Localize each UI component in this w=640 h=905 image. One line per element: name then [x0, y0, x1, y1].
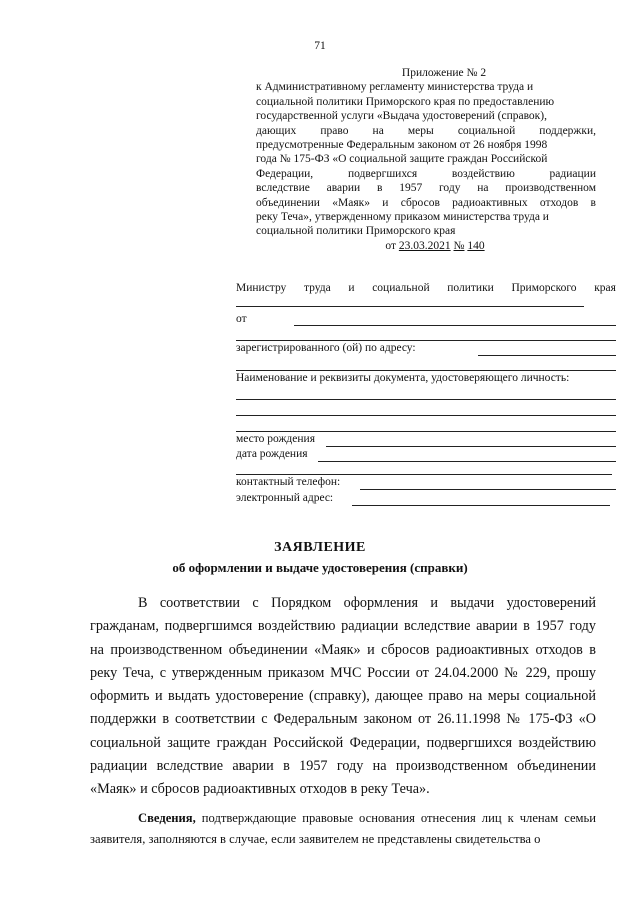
appendix-block — [256, 66, 596, 253]
registered-address-field[interactable] — [478, 355, 616, 356]
appendix-line: вследствие аварии в 1957 году на производственном — [256, 182, 596, 195]
appendix-line: объединении «Маяк» и сбросов радиоактивных отходов в — [256, 196, 596, 209]
birthdate-field[interactable] — [318, 461, 616, 462]
minister-word: края — [594, 282, 616, 294]
birthdate-field-line2[interactable] — [236, 474, 612, 475]
email-label: электронный адрес: — [236, 492, 334, 504]
appendix-order — [256, 239, 596, 253]
minister-word: Приморского — [511, 282, 577, 294]
appendix-line: государственной услуги «Выдача удостоверений (справок), — [256, 110, 547, 123]
minister-word: социальной — [372, 282, 430, 294]
from-field[interactable] — [294, 325, 616, 326]
registered-address-line2[interactable] — [236, 370, 616, 371]
appendix-line: реку Теча», утвержденному приказом министерства труда и — [256, 211, 549, 224]
from-field-line2[interactable] — [236, 340, 616, 341]
phone-label: контактный телефон: — [236, 476, 341, 488]
appendix-line: предусмотренные Федеральным законом от 26 ноября 1998 — [256, 139, 548, 152]
addressee-block — [236, 282, 616, 504]
document-label: Наименование и реквизиты документа, удостоверяющего личность: — [236, 372, 570, 384]
minister-blank-line[interactable] — [236, 306, 584, 307]
order-prefix: от — [385, 239, 396, 252]
appendix-line: социальной политики Приморского края по предоставлению — [256, 95, 555, 108]
appendix-line: к Административному регламенту министерства труда и — [256, 81, 534, 94]
appendix-title: Приложение № 2 — [401, 67, 487, 79]
birthplace-label: место рождения — [236, 433, 315, 445]
minister-word: и — [348, 282, 355, 294]
minister-word: труда — [303, 282, 331, 294]
from-label: от — [236, 313, 247, 325]
minister-word: политики — [447, 282, 494, 294]
birthplace-field[interactable] — [326, 446, 616, 447]
document-field-line1[interactable] — [236, 399, 616, 400]
order-number: 140 — [467, 239, 485, 252]
minister-word: Министру — [236, 282, 287, 294]
minister-row — [236, 282, 616, 298]
page-number: 71 — [314, 40, 326, 52]
document-field-line2[interactable] — [236, 415, 616, 416]
document-field-line3[interactable] — [236, 431, 616, 432]
statement-paragraph-2-lead: Сведения, — [138, 810, 196, 825]
statement-paragraph: В соответствии с Порядком оформления и выдачи удостоверений гражданам, подвергшимся воздействию радиации вследствие аварии в 1957 году на производственном объединении «Маяк» и сбросов радиоактивных отходов в реку Теча, с утвержденным приказом МЧС России от 24.04.2000 № 229, прошу оформить и выдать удостоверение (справку), дающее право на меры социальной поддержки в соответствии с Федеральным законом от 26.11.1998 № 175-ФЗ «О социальной защите граждан Российской Федерации, подвергшихся воздействию радиации вследствие аварии в 1957 году на производственном объединении «Маяк» и сбросов радиоактивных отходов в реку Теча». — [90, 595, 596, 798]
registered-label: зарегистрированного (ой) по адресу: — [236, 342, 416, 354]
order-date: 23.03.2021 — [398, 239, 451, 252]
email-field[interactable] — [352, 505, 610, 506]
statement-body — [90, 592, 596, 851]
statement-heading — [0, 540, 640, 576]
appendix-line: дающих право на меры социальной поддержки, — [256, 124, 596, 137]
appendix-line: социальной политики Приморского края — [256, 225, 456, 238]
statement-subtitle: об оформлении и выдаче удостоверения (справки) — [172, 560, 468, 575]
appendix-text — [256, 80, 596, 238]
birthdate-label: дата рождения — [236, 448, 308, 460]
phone-field[interactable] — [360, 489, 616, 490]
order-number-prefix: № — [453, 239, 465, 252]
minister-label — [236, 282, 616, 294]
appendix-line: года № 175-ФЗ «О социальной защите граждан Российской — [256, 153, 548, 166]
statement-title: ЗАЯВЛЕНИЕ — [274, 540, 366, 555]
appendix-line: Федерации, подвергшихся воздействию радиации — [256, 167, 596, 180]
statement-paragraph-2-text: подтверждающие правовые основания отнесения лиц к членам семьи заявителя, заполняются в случае, если заявителем не представлены свидетельства о — [90, 810, 596, 847]
statement-paragraph-2 — [90, 808, 596, 851]
